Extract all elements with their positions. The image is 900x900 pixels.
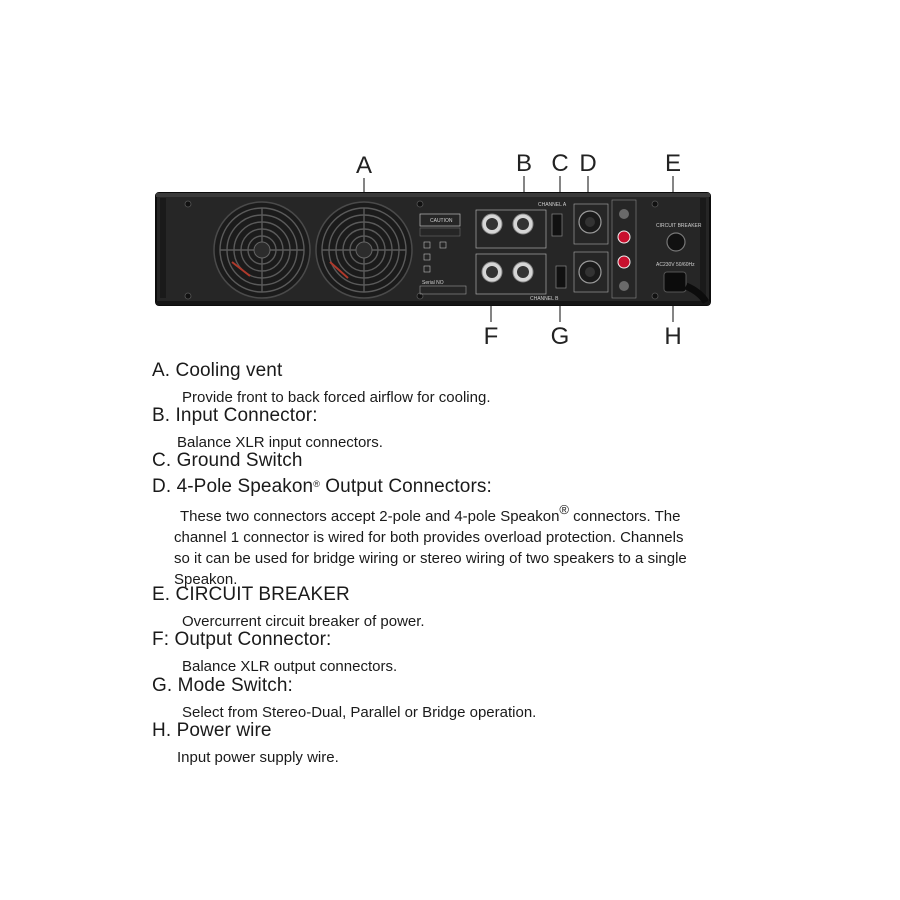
- ground-switch-icon: [552, 214, 562, 236]
- caution-text: CAUTION: [430, 218, 453, 224]
- serial-label: Serial NO: [422, 280, 444, 286]
- callout-e: E: [664, 150, 682, 177]
- channel-a-label: CHANNEL A: [538, 202, 567, 208]
- legend-item-c: [152, 450, 752, 472]
- legend-description: Balance XLR output connectors.: [182, 658, 398, 675]
- legend-heading: H. Power wire: [152, 720, 272, 741]
- legend-description: Input power supply wire.: [177, 749, 339, 766]
- legend-heading: D. 4-Pole Speakon® Output Connectors:: [152, 476, 492, 497]
- circuit-breaker-label: CIRCUIT BREAKER: [656, 223, 702, 229]
- legend-heading: F: Output Connector:: [152, 629, 332, 650]
- legend-heading: A. Cooling vent: [152, 360, 283, 381]
- mode-switch-icon: [556, 266, 566, 288]
- legend-description: Provide front to back forced airflow for cooling.: [182, 389, 491, 406]
- callout-d: D: [579, 150, 597, 177]
- channel-b-label: CHANNEL B: [530, 296, 559, 302]
- mains-rating-label: AC230V 50/60Hz: [656, 262, 695, 268]
- callout-a: A: [355, 152, 373, 179]
- legend-description: Balance XLR input connectors.: [177, 434, 383, 451]
- legend-item-d: [152, 476, 752, 590]
- legend-heading: G. Mode Switch:: [152, 675, 293, 696]
- legend-heading: E. CIRCUIT BREAKER: [152, 584, 350, 605]
- legend-item-a: [152, 360, 752, 408]
- callout-c: C: [551, 150, 569, 177]
- legend-heading: B. Input Connector:: [152, 405, 318, 426]
- callout-g: G: [550, 323, 570, 350]
- legend-item-b: [152, 405, 752, 453]
- circuit-breaker-icon: [667, 233, 685, 251]
- cooling-fan-left-icon: [214, 202, 310, 298]
- legend-item-g: [152, 675, 752, 723]
- legend-item-e: [152, 584, 752, 632]
- legend-description: Select from Stereo-Dual, Parallel or Bridge operation.: [182, 704, 537, 721]
- legend-heading: C. Ground Switch: [152, 450, 303, 471]
- legend-item-f: [152, 629, 752, 677]
- legend-description: Overcurrent circuit breaker of power.: [182, 613, 425, 630]
- legend-description: These two connectors accept 2-pole and 4-pole Speakon® connectors. The channel 1 connector is wired for both provides overload protection. Channels so it can be used for bridge wiring or stereo wiring of two speakers to a single Speakon.: [174, 502, 687, 588]
- cooling-fan-right-icon: [316, 202, 412, 298]
- callout-f: F: [483, 323, 499, 350]
- legend-item-h: [152, 720, 752, 768]
- callout-b: B: [515, 150, 533, 177]
- callout-h: H: [664, 323, 682, 350]
- amplifier-rear-panel-diagram: [0, 0, 900, 360]
